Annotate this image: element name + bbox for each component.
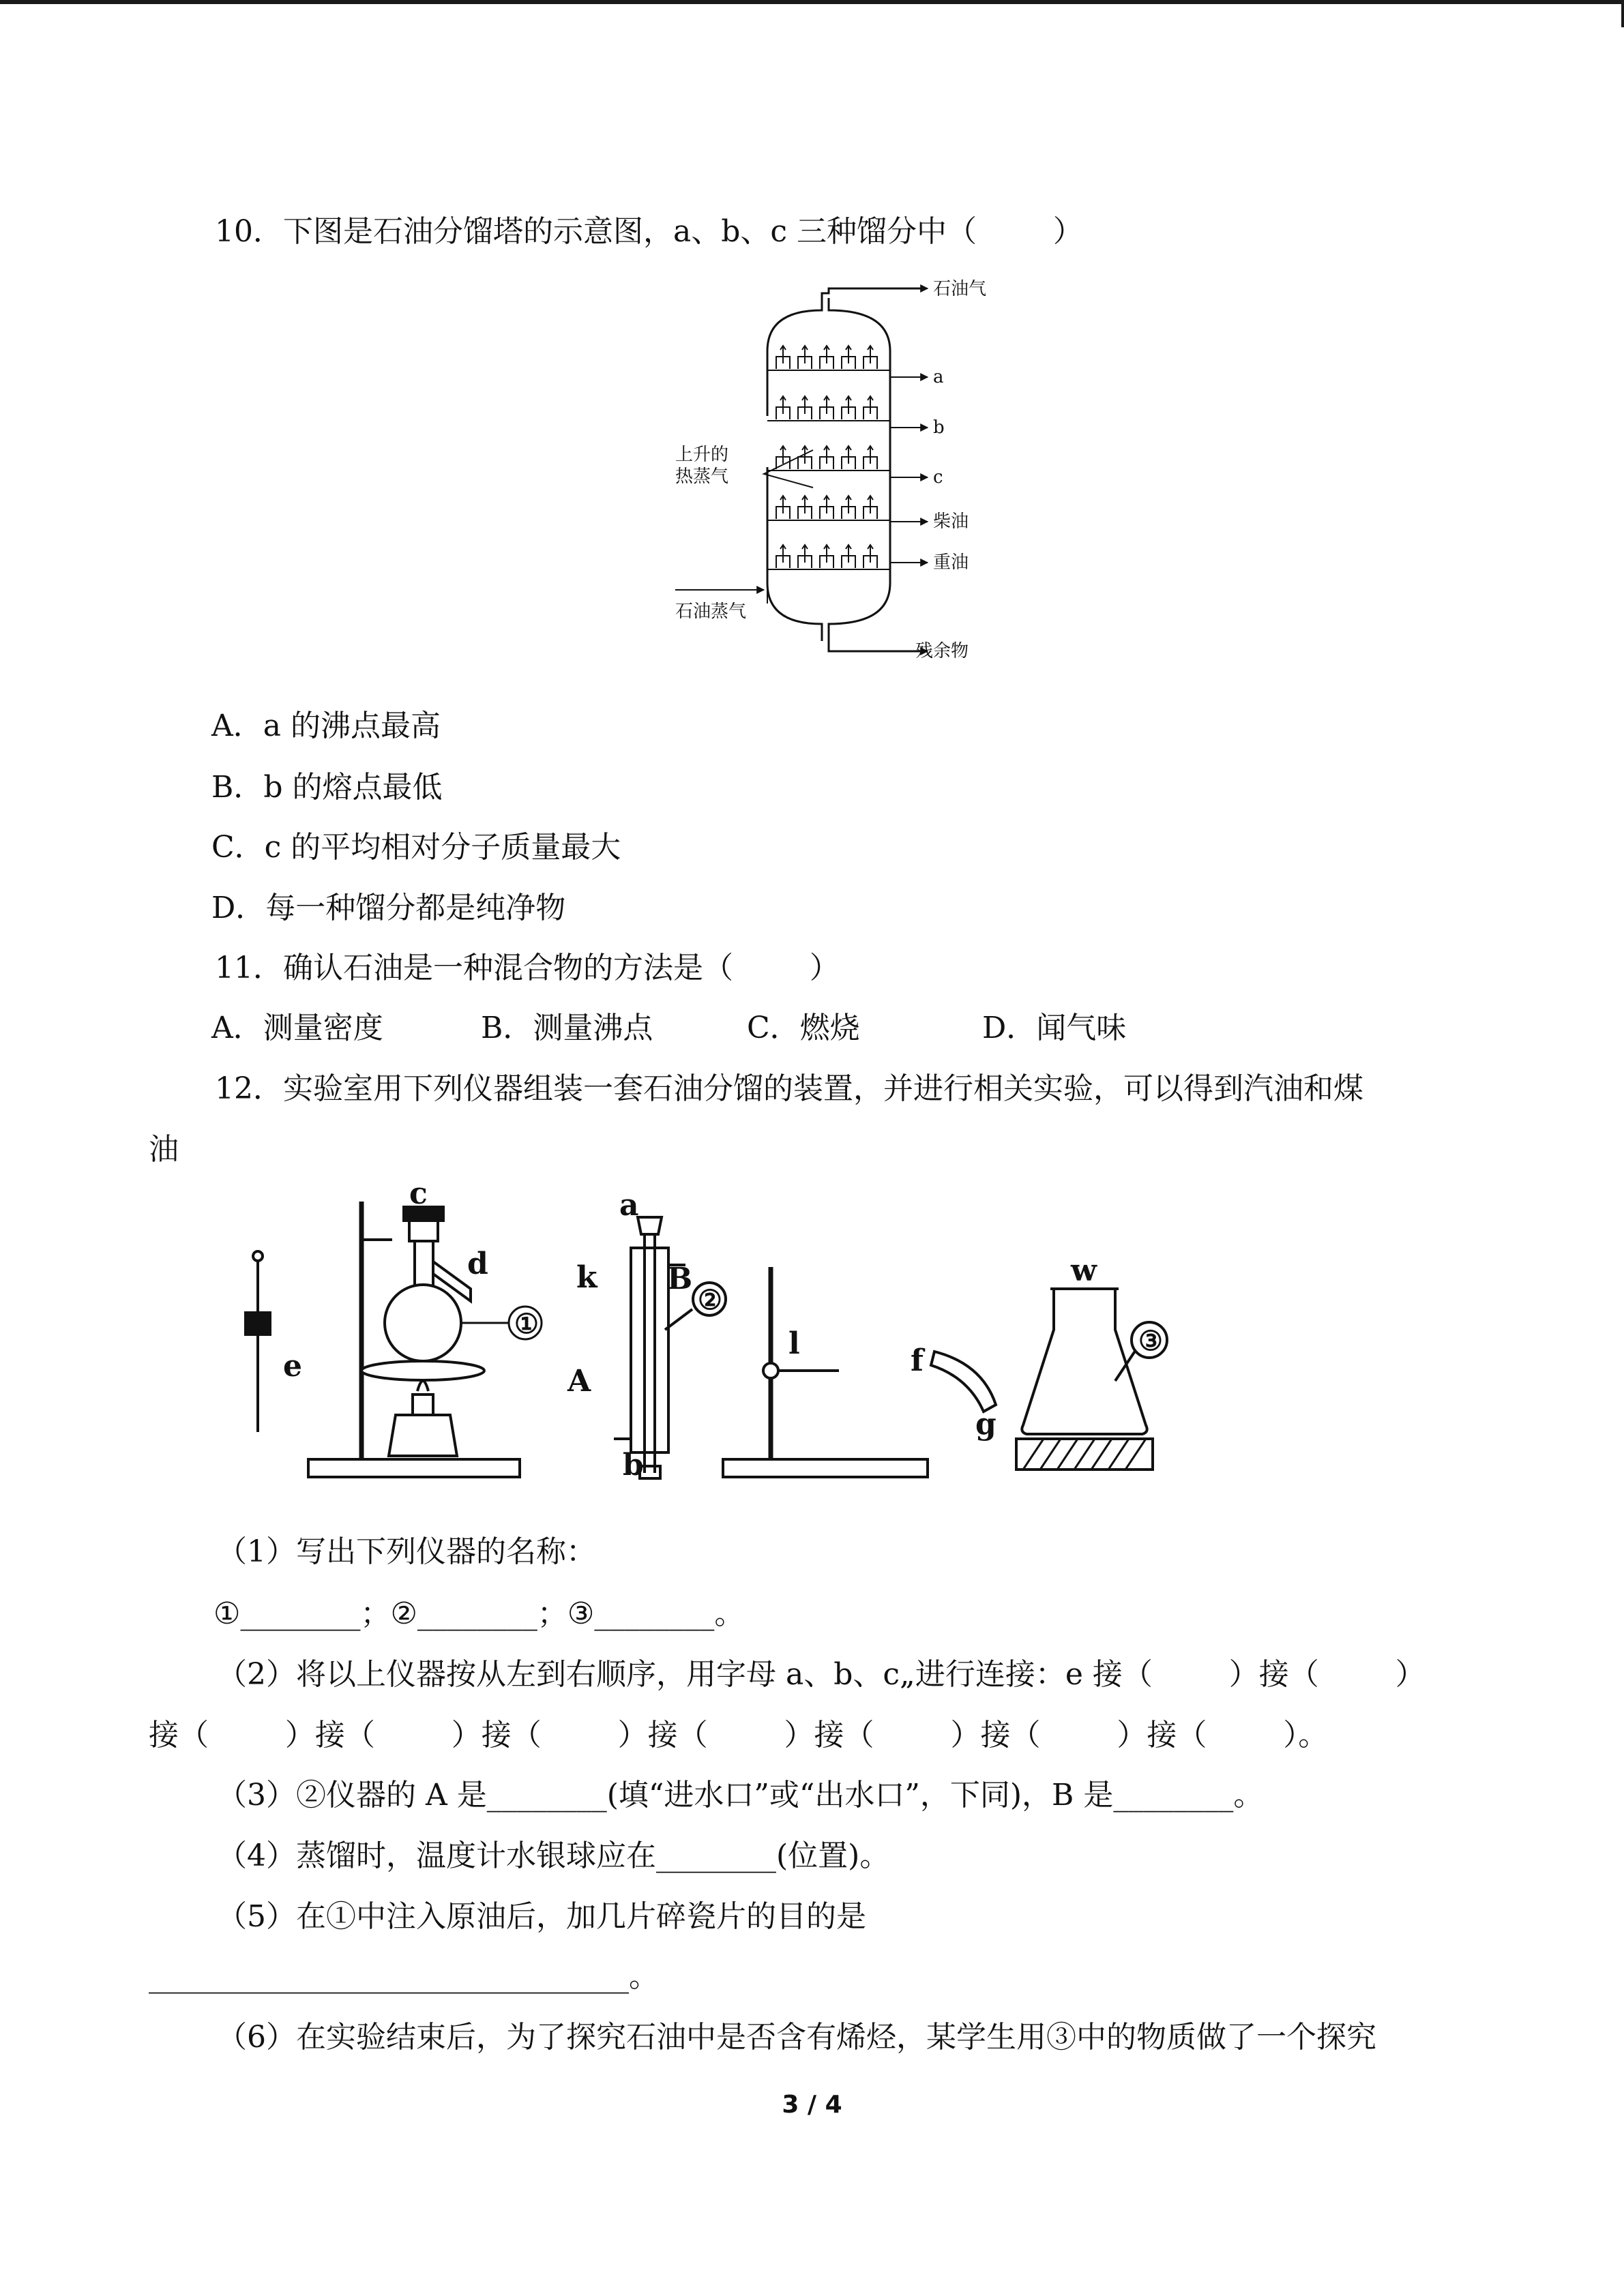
page-number: 3 / 4: [782, 2091, 842, 2119]
vapor-arrow: [868, 446, 873, 464]
label-flask-3: ③: [1138, 1325, 1163, 1357]
vapor-arrow: [802, 396, 808, 414]
label-flask-1: ①: [514, 1308, 539, 1340]
label-k: k: [576, 1260, 597, 1295]
label-d: d: [467, 1247, 488, 1281]
q10-option-a: A．a 的沸点最高: [211, 709, 441, 743]
q11-option-d: D．闻气味: [982, 1011, 1127, 1045]
q11-stem: 11．确认石油是一种混合物的方法是（ ）: [215, 951, 840, 985]
vapor-arrow: [780, 446, 786, 464]
label-c: c: [409, 1187, 428, 1211]
label-w: w: [1071, 1253, 1097, 1288]
label-a: a: [619, 1188, 639, 1223]
label-condenser-2: ②: [698, 1284, 722, 1316]
q12-part1-blanks: ①________；②________；③________。: [213, 1596, 745, 1631]
vapor-arrow: [824, 346, 829, 363]
q12-part2-line2: 接（ ）接（ ）接（ ）接（ ）接（ ）接（ ）接（ ）。: [149, 1718, 1329, 1753]
q12-part5-blank: ________________________________。: [149, 1959, 659, 1994]
outlet-petroleum-gas: 石油气: [933, 279, 987, 299]
vapor-label-2: 热蒸气: [675, 466, 729, 487]
q11-option-b: B．测量沸点: [481, 1011, 653, 1045]
vapor-arrow: [824, 396, 829, 414]
vapor-arrow: [868, 545, 873, 563]
q10-option-b: B．b 的熔点最低: [211, 770, 443, 805]
vapor-arrow: [846, 545, 851, 563]
label-f: f: [911, 1343, 924, 1378]
vapor-label-1: 上升的: [675, 445, 729, 465]
vapor-arrow: [780, 346, 786, 363]
feed-label: 石油蒸气: [675, 601, 747, 622]
outlet-a: a: [933, 367, 944, 387]
outlet-diesel: 柴油: [933, 511, 969, 532]
vapor-arrow: [780, 545, 786, 563]
fractionating-tower-diagram: [655, 269, 1023, 672]
q12-part3: （3）②仪器的 A 是________(填“进水口”或“出水口”，下同)，B 是________。: [217, 1778, 1264, 1813]
q10-stem: 10．下图是石油分馏塔的示意图，a、b、c 三种馏分中（ ）: [215, 214, 1083, 249]
q12-part1: （1）写出下列仪器的名称：: [217, 1534, 596, 1569]
vapor-arrow: [824, 446, 829, 464]
label-l: l: [788, 1326, 800, 1361]
vapor-arrow: [846, 446, 851, 464]
page-top-border: [0, 0, 1624, 4]
label-B: B: [667, 1262, 693, 1296]
q12-part6: （6）在实验结束后，为了探究石油中是否含有烯烃，某学生用③中的物质做了一个探究: [217, 2020, 1376, 2055]
vapor-arrow: [802, 545, 808, 563]
vapor-arrow: [868, 396, 873, 414]
distillation-apparatus-diagram: [225, 1187, 1180, 1493]
q10-option-c: C．c 的平均相对分子质量最大: [211, 830, 621, 865]
outlet-c: c: [933, 467, 943, 488]
vapor-arrow: [868, 346, 873, 363]
q12-part2-line1: （2）将以上仪器按从左到右顺序，用字母 a、b、c„进行连接：e 接（ ）接（ ）: [217, 1657, 1426, 1692]
q12-stem-line2: 油: [149, 1132, 179, 1167]
outlet-heavy-oil: 重油: [933, 552, 969, 573]
q12-stem-line1: 12．实验室用下列仪器组装一套石油分馏的装置，并进行相关实验，可以得到汽油和煤: [215, 1071, 1363, 1106]
vapor-arrow: [846, 346, 851, 363]
vapor-arrow: [868, 496, 873, 513]
q11-option-c: C．燃烧: [747, 1011, 860, 1045]
vapor-arrow: [846, 496, 851, 513]
q12-part5: （5）在①中注入原油后，加几片碎瓷片的目的是: [217, 1899, 866, 1934]
label-b: b: [623, 1448, 644, 1482]
label-g: g: [975, 1407, 996, 1442]
q10-option-d: D．每一种馏分都是纯净物: [211, 891, 566, 925]
outlet-b: b: [933, 417, 945, 438]
vapor-arrow: [846, 396, 851, 414]
label-A: A: [567, 1364, 591, 1399]
vapor-arrow: [780, 496, 786, 513]
vapor-arrow: [824, 496, 829, 513]
q11-option-a: A．测量密度: [211, 1011, 383, 1045]
outlet-residue: 残余物: [915, 641, 969, 661]
vapor-arrow: [780, 396, 786, 414]
label-e: e: [283, 1349, 302, 1384]
q12-part4: （4）蒸馏时，温度计水银球应在________(位置)。: [217, 1838, 890, 1873]
vapor-arrow: [802, 496, 808, 513]
vapor-arrow: [802, 346, 808, 363]
vapor-arrow: [824, 545, 829, 563]
